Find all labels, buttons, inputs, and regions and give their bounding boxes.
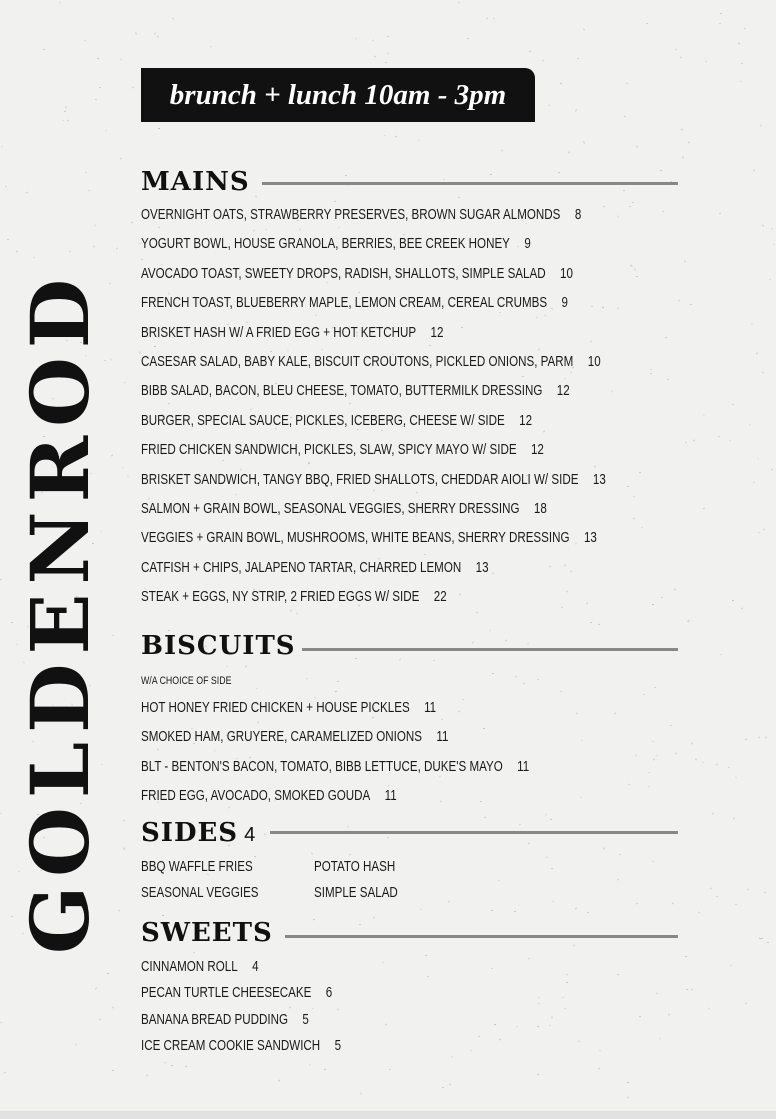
item-name: FRIED EGG, AVOCADO, SMOKED GOUDA bbox=[141, 787, 371, 804]
item-name: STEAK + EGGS, NY STRIP, 2 FRIED EGGS W/ SIDE bbox=[141, 589, 420, 606]
menu-item bbox=[141, 294, 568, 312]
divider bbox=[302, 648, 678, 651]
item-price: 12 bbox=[556, 383, 570, 400]
item-name: CINNAMON ROLL bbox=[141, 959, 238, 975]
item-price: 12 bbox=[519, 412, 533, 429]
item-name: BIBB SALAD, BACON, BLEU CHEESE, TOMATO, BUTTERMILK DRESSING bbox=[141, 383, 543, 400]
item-name: HOT HONEY FRIED CHICKEN + HOUSE PICKLES bbox=[141, 700, 410, 716]
menu-item bbox=[141, 529, 597, 547]
section-title-mains: MAINS bbox=[141, 167, 250, 197]
item-name: SALMON + GRAIN BOWL, SEASONAL VEGGIES, SHERRY DRESSING bbox=[141, 501, 520, 517]
item-name: FRIED CHICKEN SANDWICH, PICKLES, SLAW, SPICY MAYO W/ SIDE bbox=[141, 442, 517, 459]
menu-item bbox=[141, 1011, 309, 1029]
item-price: 11 bbox=[384, 787, 397, 804]
menu-item bbox=[141, 559, 489, 577]
item-price: 10 bbox=[587, 354, 601, 370]
menu-item bbox=[141, 265, 573, 283]
menu-item bbox=[141, 441, 544, 459]
menu-item bbox=[141, 787, 397, 805]
menu-item bbox=[141, 206, 581, 224]
item-price: 22 bbox=[433, 589, 447, 606]
menu-item bbox=[141, 588, 447, 606]
section-title-sides bbox=[141, 818, 255, 850]
item-price: 12 bbox=[530, 442, 544, 459]
menu-item bbox=[141, 958, 259, 976]
divider bbox=[270, 831, 678, 834]
item-name: BRISKET SANDWICH, TANGY BBQ, FRIED SHALLOTS, CHEDDAR AIOLI W/ SIDE bbox=[141, 471, 579, 488]
item-name: OVERNIGHT OATS, STRAWBERRY PRESERVES, BROWN SUGAR ALMONDS bbox=[141, 207, 561, 223]
menu-item bbox=[141, 235, 531, 253]
item-price: 11 bbox=[424, 700, 437, 716]
item-name: CATFISH + CHIPS, JALAPENO TARTAR, CHARRED LEMON bbox=[141, 559, 462, 576]
menu-item bbox=[141, 1037, 341, 1055]
menu-item bbox=[141, 500, 547, 518]
side-item: SEASONAL VEGGIES bbox=[141, 885, 259, 901]
side-item: POTATO HASH bbox=[314, 859, 396, 875]
menu-item bbox=[141, 728, 448, 746]
item-price: 12 bbox=[430, 324, 444, 341]
menu-item bbox=[141, 324, 443, 342]
hours-banner: brunch + lunch 10am - 3pm bbox=[141, 68, 535, 122]
menu-item bbox=[141, 699, 436, 717]
item-price: 10 bbox=[560, 265, 573, 282]
item-price: 11 bbox=[436, 729, 449, 746]
item-name: BURGER, SPECIAL SAUCE, PICKLES, ICEBERG, CHEESE W/ SIDE bbox=[141, 412, 505, 429]
sides-title: SIDES bbox=[141, 818, 239, 848]
item-name: BLT - BENTON'S BACON, TOMATO, BIBB LETTUCE, DUKE'S MAYO bbox=[141, 758, 503, 775]
biscuits-note: W/A CHOICE OF SIDE bbox=[141, 675, 232, 687]
item-price: 13 bbox=[475, 559, 489, 576]
item-price: 4 bbox=[252, 959, 259, 975]
menu-item bbox=[141, 382, 570, 400]
item-price: 6 bbox=[325, 985, 333, 1002]
item-price: 13 bbox=[592, 471, 606, 488]
item-price: 11 bbox=[517, 758, 530, 775]
section-title-sweets: SWEETS bbox=[141, 918, 273, 948]
item-price: 13 bbox=[583, 530, 597, 547]
item-price: 8 bbox=[574, 207, 582, 223]
menu-item bbox=[141, 471, 606, 489]
menu-item bbox=[141, 412, 532, 430]
item-name: BRISKET HASH W/ A FRIED EGG + HOT KETCHUP bbox=[141, 324, 417, 341]
page-edge bbox=[0, 1111, 776, 1119]
item-price: 9 bbox=[561, 295, 568, 312]
item-name: ICE CREAM COOKIE SANDWICH bbox=[141, 1037, 321, 1054]
menu-item bbox=[141, 984, 332, 1002]
menu-item bbox=[141, 353, 601, 371]
divider bbox=[285, 935, 678, 938]
divider bbox=[262, 182, 678, 185]
item-price: 18 bbox=[533, 501, 547, 517]
item-name: BANANA BREAD PUDDING bbox=[141, 1011, 288, 1028]
item-price: 5 bbox=[302, 1011, 309, 1028]
section-title-biscuits: BISCUITS bbox=[141, 631, 296, 661]
item-name: AVOCADO TOAST, SWEETY DROPS, RADISH, SHALLOTS, SIMPLE SALAD bbox=[141, 265, 546, 282]
menu-item bbox=[141, 758, 529, 776]
item-name: SMOKED HAM, GRUYERE, CARAMELIZED ONIONS bbox=[141, 729, 423, 746]
item-name: YOGURT BOWL, HOUSE GRANOLA, BERRIES, BEE CREEK HONEY bbox=[141, 236, 510, 253]
item-name: FRENCH TOAST, BLUEBERRY MAPLE, LEMON CREAM, CEREAL CRUMBS bbox=[141, 295, 548, 312]
item-name: CASESAR SALAD, BABY KALE, BISCUIT CROUTONS, PICKLED ONIONS, PARM bbox=[141, 354, 574, 370]
item-name: PECAN TURTLE CHEESECAKE bbox=[141, 985, 312, 1002]
brand-logo: GOLDENROD bbox=[13, 269, 107, 955]
item-price: 9 bbox=[524, 236, 531, 253]
item-name: VEGGIES + GRAIN BOWL, MUSHROOMS, WHITE BEANS, SHERRY DRESSING bbox=[141, 530, 570, 547]
item-price: 5 bbox=[334, 1037, 342, 1054]
side-item: SIMPLE SALAD bbox=[314, 885, 398, 901]
side-item: BBQ WAFFLE FRIES bbox=[141, 859, 253, 875]
sides-price: 4 bbox=[244, 824, 256, 846]
